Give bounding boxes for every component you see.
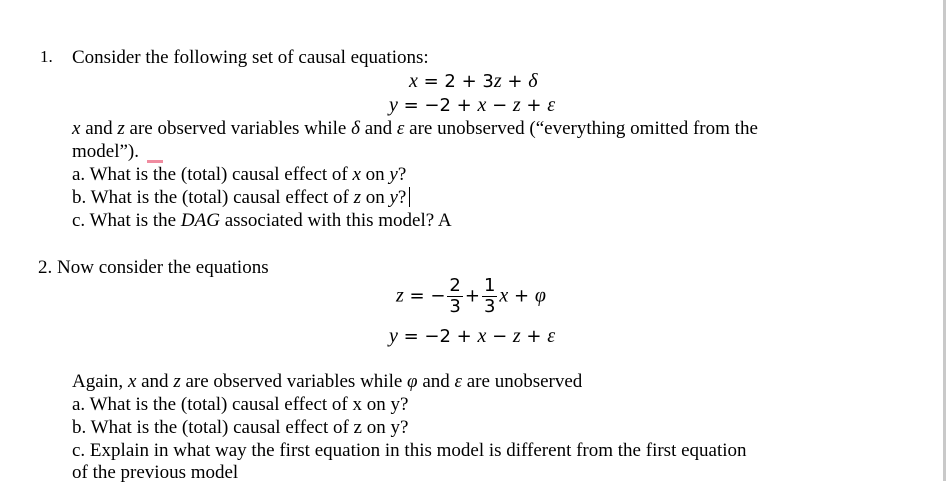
spellcheck-mark	[147, 160, 163, 163]
q1-number: 1.	[40, 47, 53, 66]
q1-question-a[interactable]: a. What is the (total) causal effect of x on y?	[72, 164, 407, 185]
q2-question-a[interactable]: a. What is the (total) causal effect of x on y?	[72, 394, 409, 415]
q2-intro: 2. Now consider the equations	[38, 257, 269, 278]
q1-observed-text: x and z are observed variables while δ and ε are unobserved (“everything omitted from the	[72, 118, 758, 139]
q1-observed-text-cont: model”).	[72, 141, 140, 162]
q2-question-b[interactable]: b. What is the (total) causal effect of z on y?	[72, 417, 409, 438]
q1-equation-y: y = −2 + x − z + ε	[389, 94, 556, 116]
q2-question-c-cont: of the previous model	[72, 462, 239, 483]
q1-equation-x: x = 2 + 3z + δ	[409, 70, 538, 92]
q2-question-c[interactable]: c. Explain in what way the first equation in this model is different from the first equation	[72, 440, 747, 461]
q2-observed-text: Again, x and z are observed variables while φ and ε are unobserved	[72, 371, 583, 392]
q2-equation-y: y = −2 + x − z + ε	[389, 325, 556, 347]
q2-equation-z: z = − $\frac{2}{3}$ + $\frac{1}{3}$ x + φ	[396, 275, 546, 317]
q1-intro: Consider the following set of causal equations:	[72, 47, 429, 68]
q1-question-c[interactable]: c. What is the DAG associated with this model? A	[72, 210, 452, 231]
q1-question-b[interactable]: b. What is the (total) causal effect of z on y?	[72, 187, 410, 209]
text-cursor	[409, 187, 410, 207]
